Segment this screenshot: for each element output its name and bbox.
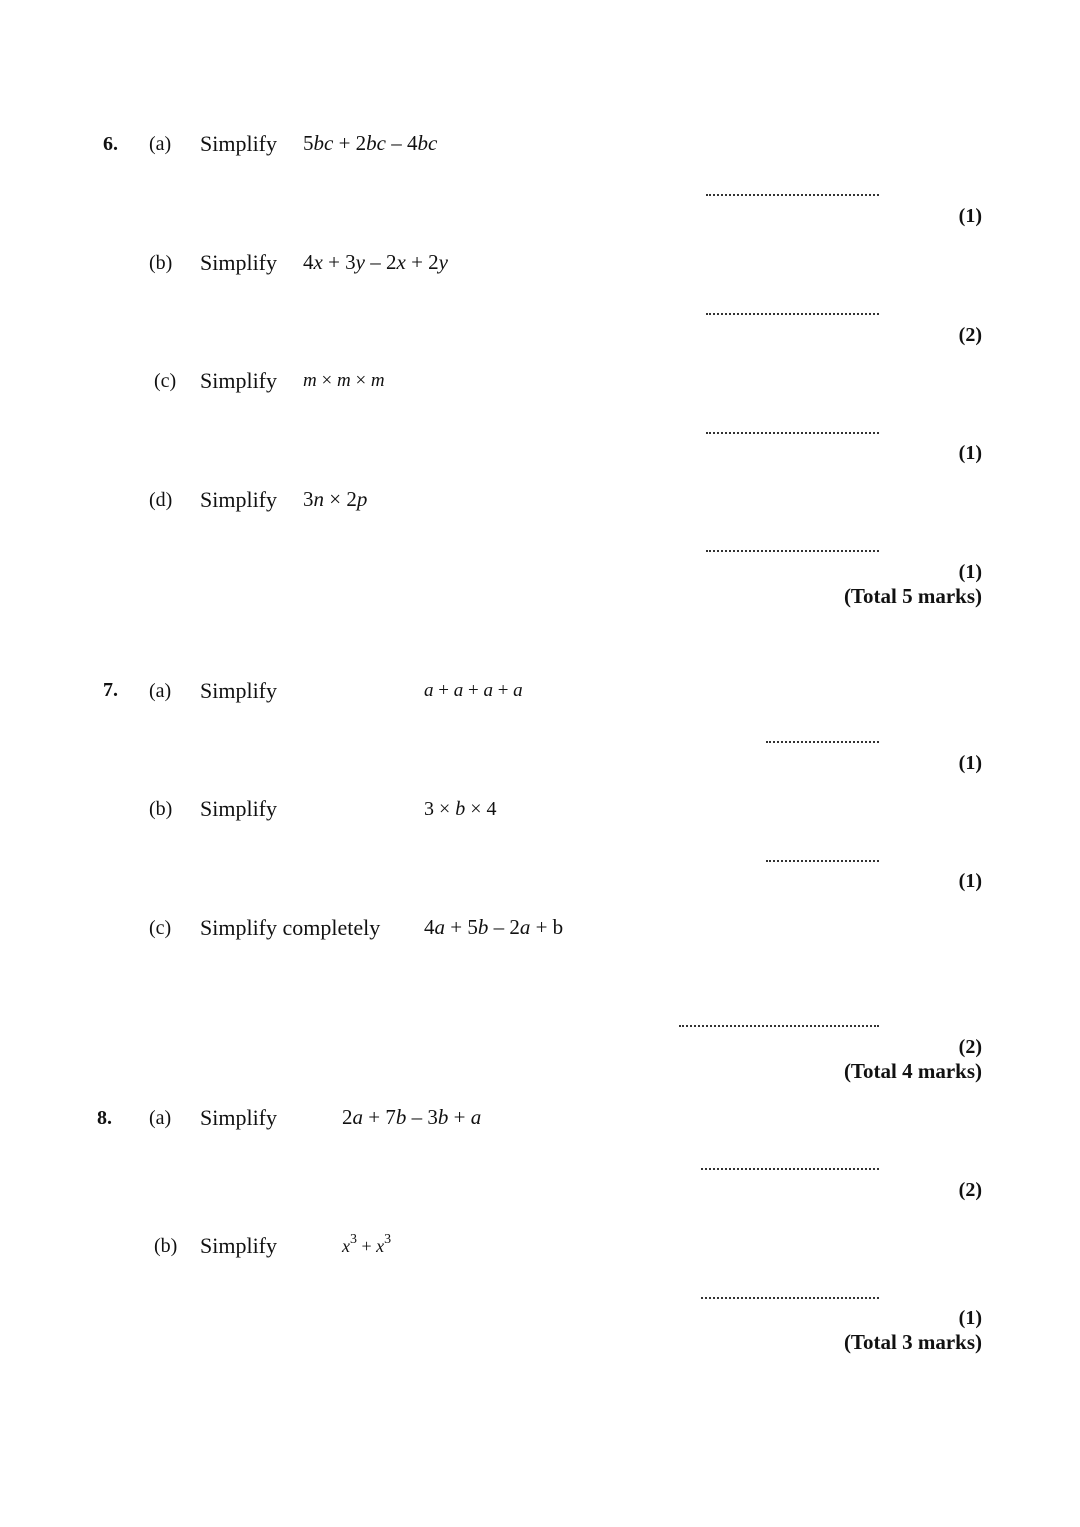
q7b-answer-line[interactable] xyxy=(766,860,879,862)
q7b-instruction: Simplify xyxy=(200,796,278,821)
q6d-expression: 3n × 2p xyxy=(303,487,368,511)
q6a-expression: 5bc + 2bc – 4bc xyxy=(303,131,438,155)
q6d-label: (d) xyxy=(149,489,173,511)
q7c-label: (c) xyxy=(149,917,172,939)
q7c-expression: 4a + 5b – 2a + b xyxy=(424,915,564,939)
q6a-label: (a) xyxy=(149,133,172,155)
question-number-8: 8. xyxy=(97,1107,112,1129)
q6c-answer-line[interactable] xyxy=(706,432,879,434)
q8a-expression: 2a + 7b – 3b + a xyxy=(342,1105,482,1129)
q6a-marks: (1) xyxy=(958,205,982,227)
q8a-answer-line[interactable] xyxy=(701,1168,879,1170)
q7a-marks: (1) xyxy=(958,752,982,774)
q6b-marks: (2) xyxy=(958,324,982,346)
q8b-marks: (1) xyxy=(958,1307,982,1329)
q6a-answer-line[interactable] xyxy=(706,194,879,196)
q7a-answer-line[interactable] xyxy=(766,741,879,743)
q7c-marks: (2) xyxy=(958,1036,982,1058)
q7c-instruction: Simplify completely xyxy=(200,915,381,940)
question-number-6: 6. xyxy=(103,133,118,155)
q6a-instruction: Simplify xyxy=(200,131,278,156)
q6c-marks: (1) xyxy=(958,442,982,464)
q7a-label: (a) xyxy=(149,680,172,702)
q6c-label: (c) xyxy=(154,370,177,392)
q6c-instruction: Simplify xyxy=(200,368,278,393)
q8a-label: (a) xyxy=(149,1107,172,1129)
q6-total-marks: (Total 5 marks) xyxy=(843,584,982,608)
q6b-label: (b) xyxy=(149,252,173,274)
question-number-7: 7. xyxy=(103,679,118,701)
q6d-marks: (1) xyxy=(958,561,982,583)
q8b-instruction: Simplify xyxy=(200,1233,278,1258)
q7c-answer-line[interactable] xyxy=(679,1025,879,1027)
q6b-expression: 4x + 3y – 2x + 2y xyxy=(303,250,448,274)
q7a-instruction: Simplify xyxy=(200,678,278,703)
q7b-marks: (1) xyxy=(958,870,982,892)
q7a-expression: a + a + a + a xyxy=(424,680,523,701)
q7b-expression: 3 × b × 4 xyxy=(424,798,497,820)
q8b-answer-line[interactable] xyxy=(701,1297,879,1299)
q7-total-marks: (Total 4 marks) xyxy=(843,1059,982,1083)
q6c-expression: m × m × m xyxy=(303,370,385,391)
q6b-answer-line[interactable] xyxy=(706,313,879,315)
q8b-label: (b) xyxy=(154,1235,178,1257)
q7b-label: (b) xyxy=(149,798,173,820)
q8a-marks: (2) xyxy=(958,1179,982,1201)
q6d-answer-line[interactable] xyxy=(706,550,879,552)
q6b-instruction: Simplify xyxy=(200,250,278,275)
q8-total-marks: (Total 3 marks) xyxy=(843,1330,982,1354)
q6d-instruction: Simplify xyxy=(200,487,278,512)
q8b-expression: $x^3 + x^3$ xyxy=(342,1232,392,1256)
q8a-instruction: Simplify xyxy=(200,1105,278,1130)
